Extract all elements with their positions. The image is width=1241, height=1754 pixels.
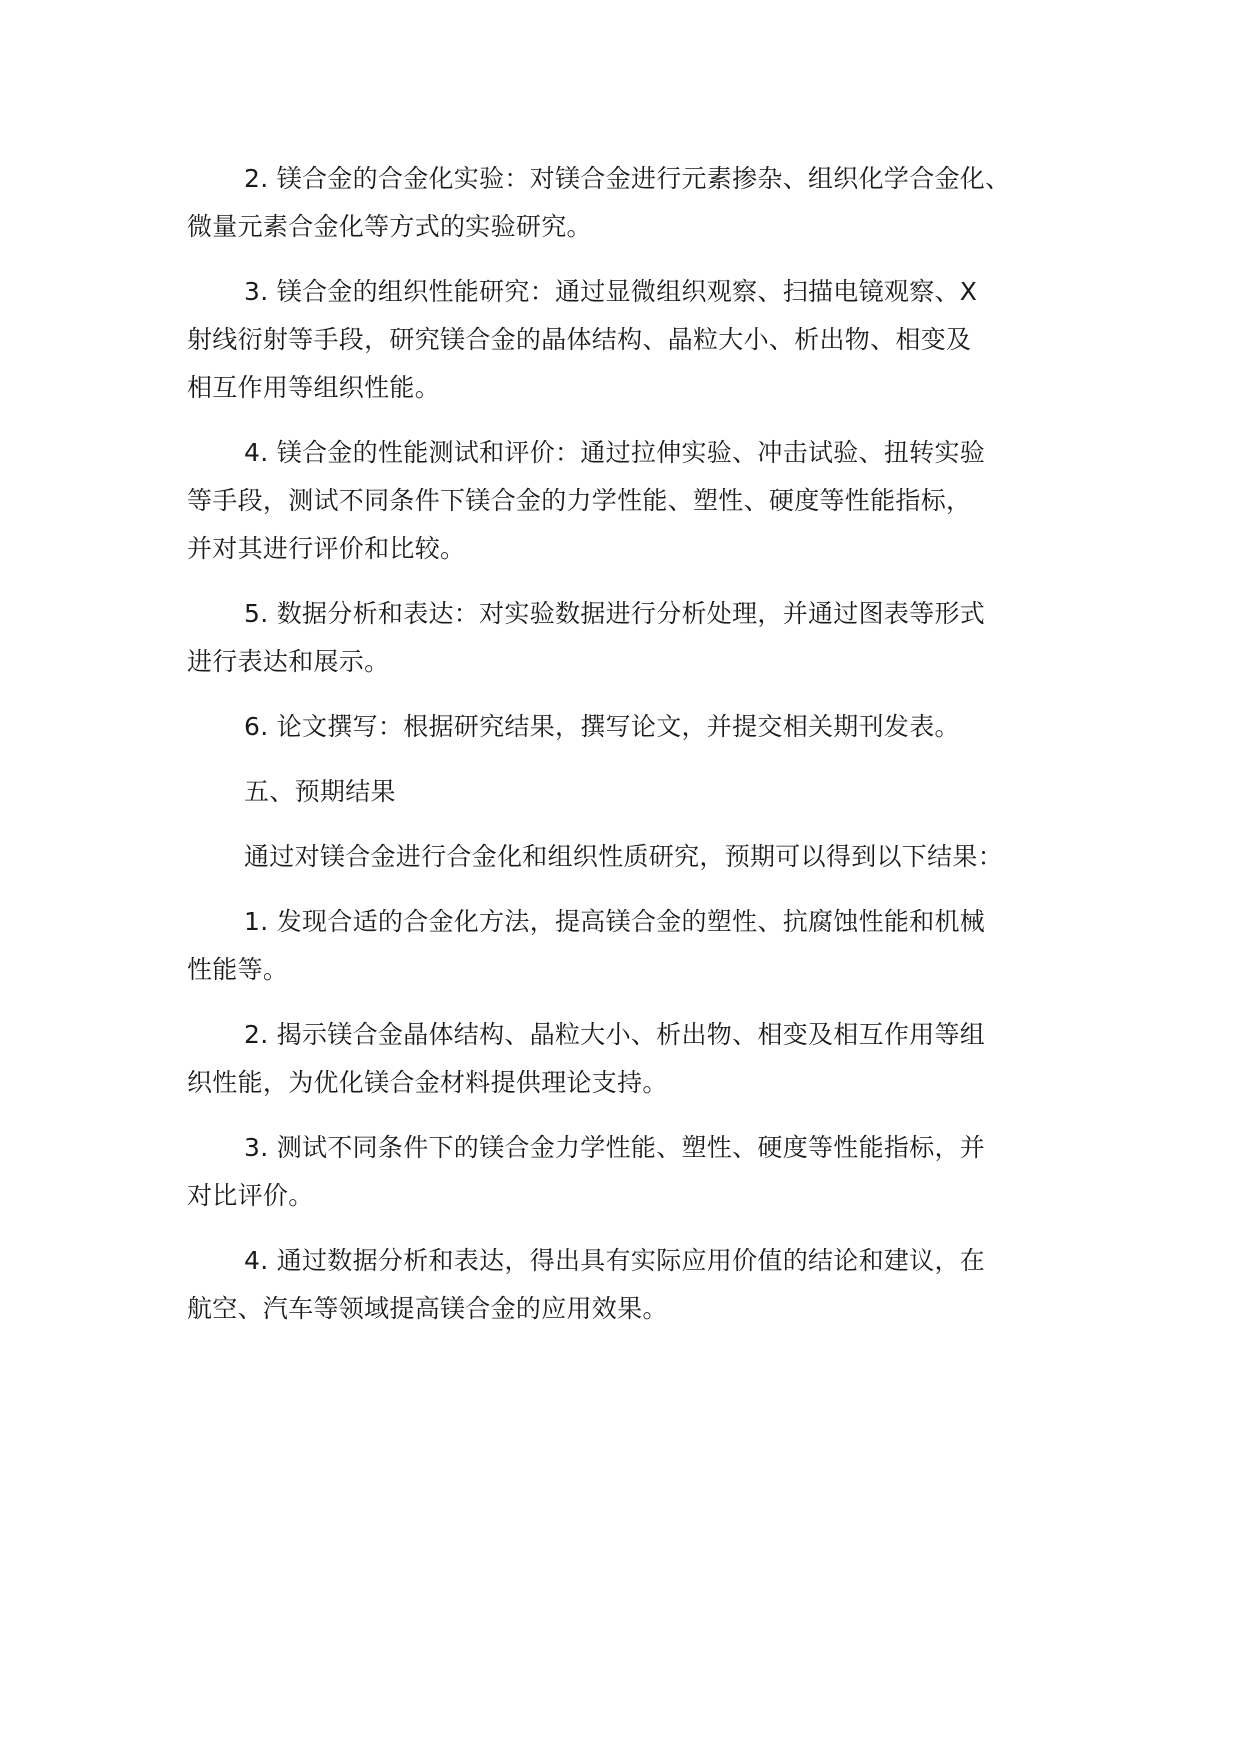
text-line: 通过对镁合金进行合金化和组织性质研究，预期可以得到以下结果： xyxy=(244,842,1004,871)
paragraph-result-1 xyxy=(187,898,1087,994)
paragraph-microstructure-study xyxy=(187,268,1087,412)
paragraph-data-analysis xyxy=(187,590,1087,686)
text-line: 1. 发现合适的合金化方法，提高镁合金的塑性、抗腐蚀性能和机械 xyxy=(244,907,986,936)
text-line: 2. 揭示镁合金晶体结构、晶粒大小、析出物、相变及相互作用等组 xyxy=(244,1020,986,1049)
text-line: 6. 论文撰写：根据研究结果，撰写论文，并提交相关期刊发表。 xyxy=(244,712,960,741)
text-line: 性能等。 xyxy=(187,955,289,984)
section-heading-expected-results xyxy=(187,768,1087,816)
text-line: 进行表达和展示。 xyxy=(187,647,390,676)
paragraph-paper-writing xyxy=(187,703,1087,751)
text-line: 4. 镁合金的性能测试和评价：通过拉伸实验、冲击试验、扭转实验 xyxy=(244,438,986,467)
paragraph-results-intro xyxy=(187,833,1087,881)
text-line: 射线衍射等手段，研究镁合金的晶体结构、晶粒大小、析出物、相变及 xyxy=(187,325,972,354)
paragraph-performance-testing xyxy=(187,429,1087,573)
text-line: 3. 镁合金的组织性能研究：通过显微组织观察、扫描电镜观察、X xyxy=(244,277,978,306)
text-line: 织性能，为优化镁合金材料提供理论支持。 xyxy=(187,1068,668,1097)
text-line: 航空、汽车等领域提高镁合金的应用效果。 xyxy=(187,1294,668,1323)
text-line: 相互作用等组织性能。 xyxy=(187,373,441,402)
text-line: 3. 测试不同条件下的镁合金力学性能、塑性、硬度等性能指标，并 xyxy=(244,1133,986,1162)
section-heading: 五、预期结果 xyxy=(244,777,396,806)
text-line: 4. 通过数据分析和表达，得出具有实际应用价值的结论和建议，在 xyxy=(244,1246,986,1275)
paragraph-alloying-experiment xyxy=(187,155,1087,251)
paragraph-result-4 xyxy=(187,1237,1087,1333)
paragraph-result-2 xyxy=(187,1011,1087,1107)
paragraph-result-3 xyxy=(187,1124,1087,1220)
text-line: 2. 镁合金的合金化实验：对镁合金进行元素掺杂、组织化学合金化、 xyxy=(244,164,1011,193)
text-line: 等手段，测试不同条件下镁合金的力学性能、塑性、硬度等性能指标， xyxy=(187,486,972,515)
text-line: 对比评价。 xyxy=(187,1181,314,1210)
document-body xyxy=(187,155,1087,1350)
text-line: 并对其进行评价和比较。 xyxy=(187,534,466,563)
text-line: 微量元素合金化等方式的实验研究。 xyxy=(187,212,592,241)
text-line: 5. 数据分析和表达：对实验数据进行分析处理，并通过图表等形式 xyxy=(244,599,986,628)
